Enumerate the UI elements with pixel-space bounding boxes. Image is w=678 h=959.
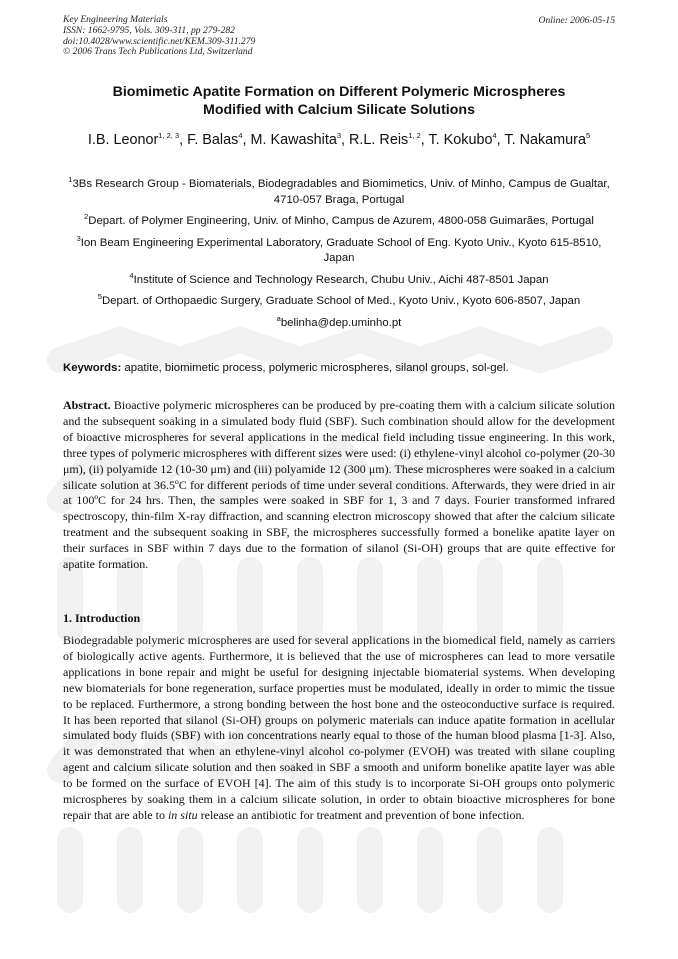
abstract-text: Bioactive polymeric microspheres can be produced by pre-coating them with a calcium silicate solution and the subsequent soaking in a simulated body fluid (SBF). Such combination should allow for the development of bioactive microspheres for several applications in the medical field including tissue engineering. In this work, three types of polymeric microspheres with different sizes were used: (i) ethylene-vinyl alcohol co-polymer (20-30 μm), (ii) polyamide 12 (10-30 μm) and (iii) polyamide 12 (300 μm). These microspheres were soaked in a calcium silicate solution at 36.5ºC for different periods of time under several conditions. Afterwards, they were dried in air at 100ºC for 24 hrs. Then, the samples were soaked in SBF for 1, 3 and 7 days. Fourier transformed infrared spectroscopy, thin-film X-ray diffraction, and scanning electron microscopy showed that after the calcium silicate treatment and the subsequent soaking in SBF, the microspheres successfully formed a bonelike apatite layer on their surfaces in SBF within 7 days due to the formation of silanol (Si-OH) groups that are quite effective for apatite formation. [63, 398, 615, 572]
email-address: belinha@dep.uminho.pt [280, 316, 402, 329]
affiliation-sup: 1 [68, 175, 73, 185]
journal-doi: doi:10.4028/www.scientific.net/KEM.309-311.279 [63, 35, 256, 47]
affiliation-text: Ion Beam Engineering Experimental Laboratory, Graduate School of Eng. Kyoto Univ., Kyoto 615-8510, Japan [80, 236, 602, 264]
affiliation-sup: 3 [76, 233, 81, 243]
title-line-1: Biomimetic Apatite Formation on Different Polymeric Microspheres [112, 84, 566, 100]
background-watermark [40, 300, 640, 920]
author-name: , M. Kawashita [242, 132, 337, 148]
author-name: , F. Balas [179, 132, 239, 148]
keywords-label: Keywords: [63, 362, 122, 374]
author-affil-sup: 1, 2, 3 [158, 131, 180, 141]
intro-italic: in situ [167, 807, 198, 822]
abstract [63, 398, 615, 573]
affiliation [63, 294, 615, 310]
affiliation-text: Depart. of Polymer Engineering, Univ. of Minho, Campus de Azurem, 4800-058 Guimarães, Portugal [88, 215, 594, 227]
author-name: , T. Kokubo [420, 132, 493, 148]
affiliation [63, 214, 615, 230]
journal-name: Key Engineering Materials [63, 14, 168, 25]
section-heading: 1. Introduction [63, 611, 141, 625]
title-line-2: Modified with Calcium Silicate Solutions [203, 102, 475, 118]
journal-header [63, 15, 255, 58]
online-date: Online: 2006-05-15 [538, 15, 615, 26]
affiliation-sup: 2 [84, 212, 89, 222]
author-affil-sup: 5 [585, 131, 591, 141]
author-affil-sup: 1, 2 [408, 131, 421, 141]
affiliation-sup: 5 [97, 292, 102, 302]
affiliations [63, 177, 615, 337]
author-affil-sup: 3 [336, 131, 342, 141]
author-name: , R.L. Reis [341, 132, 409, 148]
journal-copyright: © 2006 Trans Tech Publications Ltd, Switzerland [63, 46, 253, 58]
author-affil-sup: 4 [492, 131, 497, 141]
author-name: , T. Nakamura [496, 132, 586, 148]
affiliation [63, 270, 615, 289]
keywords [63, 361, 615, 376]
introduction-body [63, 633, 615, 824]
paper-title [63, 83, 615, 119]
affiliation-text: Depart. of Orthopaedic Surgery, Graduate School of Med., Kyoto Univ., Kyoto 606-8507, Japan [101, 295, 581, 307]
email [63, 313, 615, 332]
journal-issn: ISSN: 1662-9795, Vols. 309-311, pp 279-282 [63, 24, 235, 36]
intro-text-end: release an antibiotic for treatment and prevention of bone infection. [197, 807, 525, 822]
abstract-label: Abstract. [63, 398, 111, 412]
author-list [63, 130, 615, 150]
affiliation-text: 3Bs Research Group - Biomaterials, Biodegradables and Biomimetics, Univ. of Minho, Campus de Gualtar, 4710-057 Braga, Portugal [72, 178, 610, 206]
affiliation [63, 177, 615, 208]
affiliation-text: Institute of Science and Technology Research, Chubu Univ., Aichi 487-8501 Japan [133, 273, 549, 286]
author-name: I.B. Leonor [87, 132, 159, 148]
affiliation-sup: 4 [129, 270, 134, 280]
keywords-text: apatite, biomimetic process, polymeric microspheres, silanol groups, sol-gel. [121, 362, 509, 374]
author-affil-sup: 4 [238, 131, 243, 141]
intro-text: Biodegradable polymeric microspheres are used for several applications in the biomedical field, namely as carriers of biologically active agents. Furthermore, it is believed that the use of microspheres can lead to more versatile applications in bone repair and might be useful for designing injectable biomaterial systems. When developing new biomaterials for bone regeneration, surface properties must be modulated, ideally in order to mimic the tissue to be replaced. Furthermore, a strong bonding between the host bone and the osteoconductive surface is required. It has been reported that silanol (Si-OH) groups on polymeric materials can induce apatite formation in acellular simulated body fluids (SBF) with ion concentrations nearly equal to those of the human blood plasma [1-3]. Also, it was demonstrated that when an ethylene-vinyl alcohol co-polymer (EVOH) was treated with silane coupling agent and calcium silicate solution and then soaked in SBF a smooth and uniform bonelike apatite layer was able to be formed on the surface of EVOH [4]. The aim of this study is to incorporate Si-OH groups onto polymeric microspheres by soaking them in a calcium silicate solution, in order to obtain bioactive microspheres for bone repair that are able to [63, 633, 615, 822]
affiliation [63, 233, 615, 267]
affiliation-sup: a [276, 313, 281, 323]
